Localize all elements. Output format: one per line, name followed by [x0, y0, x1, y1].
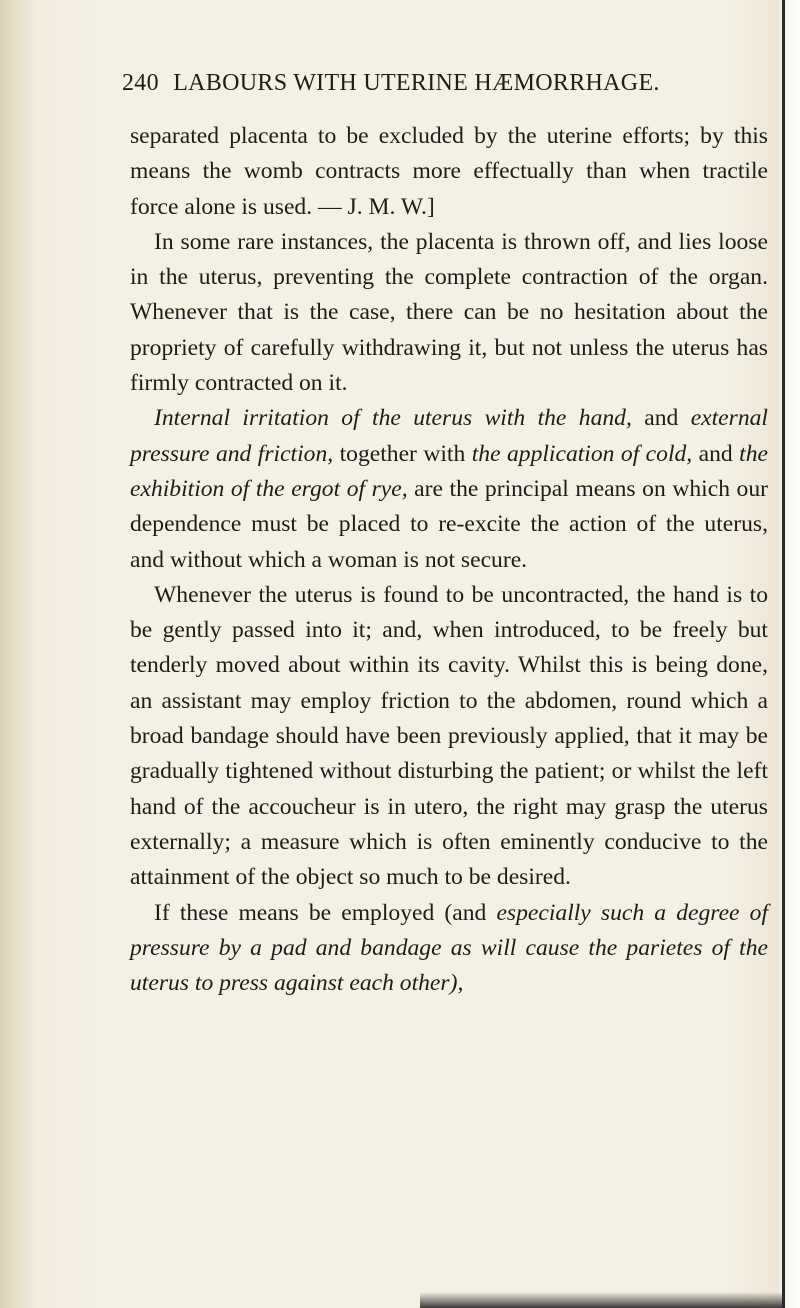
text-run: If these means be employed (and	[154, 899, 497, 926]
running-title: LABOURS WITH UTERINE HÆMORRHAGE.	[173, 70, 660, 96]
italic-text: external pressure and friction,	[130, 405, 768, 467]
page-gutter-shadow	[0, 0, 34, 1308]
text-run: Whenever the uterus is found to be uncontracted, the hand is to be gently passed into it; and, when introduced, to be freely but tenderly moved about within its cavity. Whilst this is being done, an assistant may employ friction to the abdomen, round which a broad bandage should have been previously applied, that it may be gradually tightened without disturbing the patient; or whilst the left hand of the accoucheur is in utero, the right may grasp the uterus externally; a measure which is often eminently conducive to the attainment of the object so much to be desired.	[130, 581, 768, 891]
paragraph	[130, 119, 768, 225]
paragraph	[130, 401, 768, 577]
italic-text: especially such a degree of pressure by a pad and bandage as will cause the parietes of the uterus to press against each other),	[130, 899, 768, 997]
text-run: are the principal means on which our dependence must be placed to re-excite the action of the uterus, and without which a woman is not secure.	[130, 475, 768, 573]
body-text	[130, 119, 768, 1001]
text-run: and	[692, 440, 740, 467]
text-run: together with	[333, 440, 472, 467]
running-header	[122, 70, 682, 97]
paragraph	[130, 896, 768, 1002]
italic-text: the exhibition of the ergot of rye,	[130, 440, 768, 502]
paragraph	[130, 578, 768, 896]
italic-text: the application of cold,	[471, 440, 693, 467]
page-edge-line	[782, 0, 785, 1308]
text-run: In some rare instances, the placenta is thrown off, and lies loose in the uterus, preventing the complete contraction of the organ. Whenever that is the case, there can be no hesitation about the propriety of carefully withdrawing it, but not unless the uterus has firmly contracted on it.	[130, 228, 768, 397]
page-number: 240	[122, 70, 159, 96]
text-run: separated placenta to be excluded by the uterine efforts; by this means the womb contracts more effectually than when tractile force alone is used. — J. M. W.]	[130, 123, 768, 220]
italic-text: Internal irritation of the uterus with the hand,	[154, 405, 632, 432]
text-run: and	[631, 405, 691, 432]
paragraph	[130, 225, 768, 401]
bottom-edge-shadow	[420, 1292, 782, 1308]
